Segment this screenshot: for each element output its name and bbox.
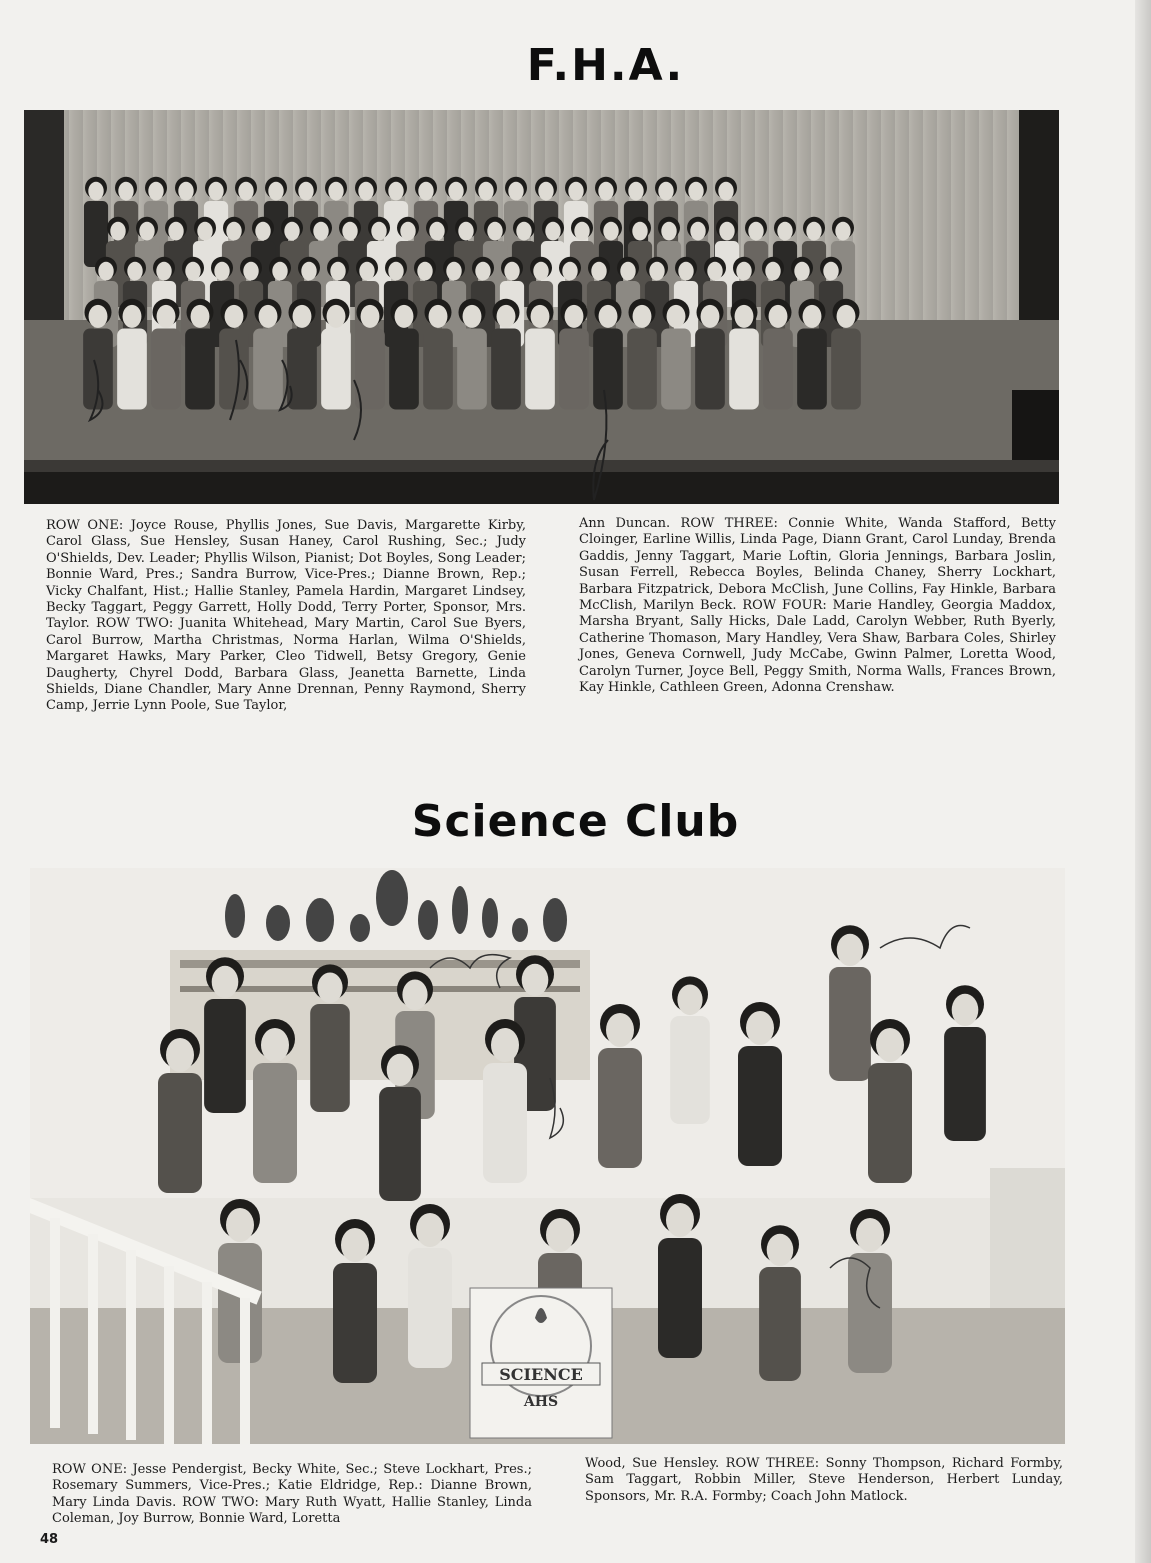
photo-person <box>379 1045 421 1201</box>
photo-person <box>829 925 871 1081</box>
fha-heading: F.H.A. <box>526 40 685 91</box>
photo-person <box>738 1002 782 1166</box>
photo-person <box>158 1029 202 1193</box>
photo-person <box>151 299 181 410</box>
photo-person <box>598 1004 642 1168</box>
sign-text-ahs: AHS <box>523 1394 559 1410</box>
photo-person <box>868 1019 912 1183</box>
photo-person <box>944 985 986 1141</box>
photo-person <box>797 299 827 410</box>
photo-person <box>457 299 487 410</box>
photo-person <box>491 299 521 410</box>
photo-person <box>525 299 555 410</box>
photo-person <box>204 957 246 1113</box>
photo-person <box>185 299 215 410</box>
photo-person <box>848 1209 892 1373</box>
photo-person <box>84 177 108 267</box>
photo-person <box>483 1019 527 1183</box>
fha-caption-left: ROW ONE: Joyce Rouse, Phyllis Jones, Sue Davis, Margarette Kirby, Carol Glass, Sue Hensley, Susan Haney, Carol Rushing, Sec.; Judy O'Shields, Dev. Leader; Phyllis Wilson, Pianist; Dot Boyles, Song Leader; Bonnie Ward, Pres.; Sandra Burrow, Vice-Pres.; Dianne Brown, Rep.; Vicky Chalfant, Hist.; Hallie Stanley, Pamela Hardin, Margaret Lindsey, Becky Taggart, Peggy Garrett, Holly Dodd, Terry Porter, Sponsor, Mrs. Taylor. ROW TWO: Juanita Whitehead, Mary Martin, Carol Sue Byers, Carol Burrow, Martha Christmas, Norma Harlan, Wilma O'Shields, Margaret Hawks, Mary Parker, Cleo Tidwell, Betsy Gregory, Genie Daugherty, Chyrel Dodd, Barbara Glass, Jeanetta Barnette, Linda Shields, Diane Chandler, Mary Anne Drennan, Penny Raymond, Sherry Camp, Jerrie Lynn Poole, Sue Taylor, <box>46 518 526 714</box>
photo-person <box>763 299 793 410</box>
sign-text-science: SCIENCE <box>499 1365 583 1384</box>
photo-person <box>117 299 147 410</box>
photo-person <box>389 299 419 410</box>
photo-person <box>661 299 691 410</box>
photo-person <box>310 964 350 1112</box>
science-sign <box>470 1288 612 1438</box>
photo-person <box>219 299 249 410</box>
photo-person <box>658 1194 702 1358</box>
scan-edge <box>1135 0 1151 1563</box>
photo-person <box>253 299 283 410</box>
fha-caption-right: Ann Duncan. ROW THREE: Connie White, Wanda Stafford, Betty Cloinger, Earline Willis, Linda Page, Diann Grant, Carol Lunday, Brenda Gaddis, Jenny Taggart, Marie Loftin, Gloria Jennings, Barbara Joslin, Susan Ferrell, Rebecca Boyles, Belinda Chaney, Sherry Lockhart, Barbara Fitzpatrick, Debora McClish, June Collins, Fay Hinkle, Barbara McClish, Marilyn Beck. ROW FOUR: Marie Handley, Georgia Maddox, Marsha Bryant, Sally Hicks, Dale Ladd, Carolyn Webber, Ruth Byerly, Catherine Thomason, Mary Handley, Vera Shaw, Barbara Coles, Shirley Jones, Geneva Cornwell, Judy McCabe, Gwinn Palmer, Loretta Wood, Carolyn Turner, Joyce Bell, Peggy Smith, Norma Walls, Frances Brown, Kay Hinkle, Cathleen Green, Adonna Crenshaw. <box>579 516 1056 696</box>
photo-person <box>759 1225 801 1381</box>
photo-person <box>729 299 759 410</box>
science-club-caption-left: ROW ONE: Jesse Pendergist, Becky White, Sec.; Steve Lockhart, Pres.; Rosemary Summers, Vice-Pres.; Katie Eldridge, Rep.: Dianne Brown, Mary Linda Davis. ROW TWO: Mary Ruth Wyatt, Hallie Stanley, Linda Coleman, Joy Burrow, Bonnie Ward, Loretta <box>52 1462 532 1527</box>
photo-person <box>627 299 657 410</box>
science-club-group-photo <box>30 868 1065 1444</box>
photo-person <box>593 299 623 410</box>
science-club-heading: Science Club <box>411 796 740 847</box>
photo-person <box>321 299 351 410</box>
photo-person <box>831 299 861 410</box>
photo-person <box>408 1204 452 1368</box>
photo-person <box>333 1219 377 1383</box>
fha-group-photo <box>24 110 1059 504</box>
science-club-caption-right: Wood, Sue Hensley. ROW THREE: Sonny Thompson, Richard Formby, Sam Taggart, Robbin Miller, Steve Henderson, Herbert Lunday, Sponsors, Mr. R.A. Formby; Coach John Matlock. <box>585 1456 1063 1504</box>
photo-person <box>559 299 589 410</box>
photo-person <box>253 1019 297 1183</box>
page-number: 48 <box>40 1532 59 1547</box>
photo-person <box>670 976 710 1124</box>
photo-person <box>695 299 725 410</box>
photo-person <box>423 299 453 410</box>
